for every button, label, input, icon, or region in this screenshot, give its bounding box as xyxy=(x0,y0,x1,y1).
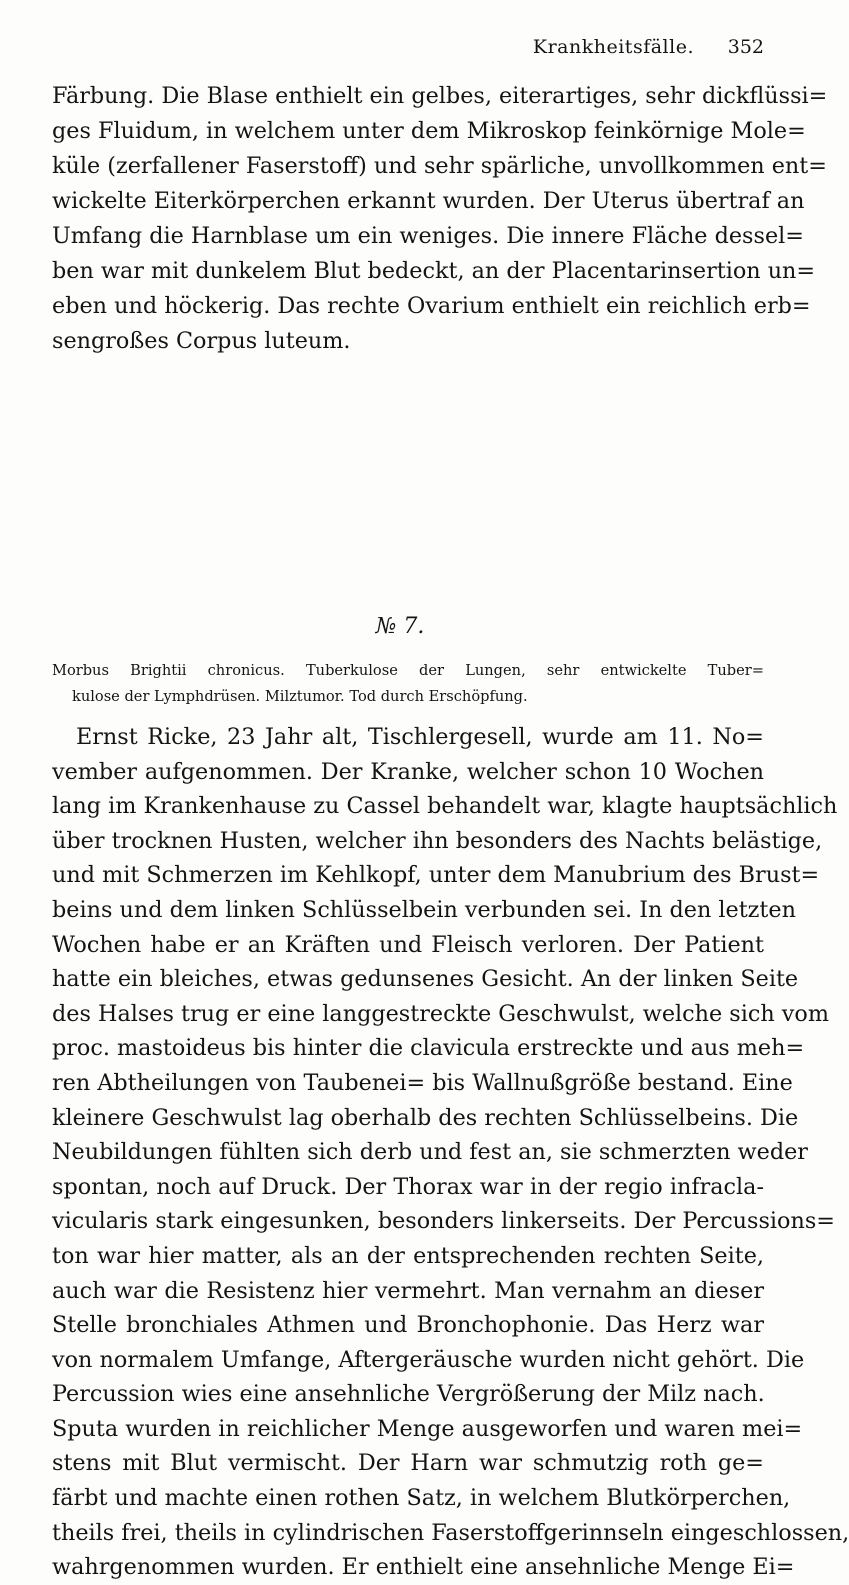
text-line: Neubildungen fühlten sich derb und fest an, sie schmerzten weder xyxy=(52,1139,808,1166)
page-number: 352 xyxy=(727,36,764,58)
text-line: Umfang die Harnblase um ein weniges. Die innere Fläche dessel= xyxy=(52,223,804,249)
page-header xyxy=(52,36,764,70)
text-line: Färbung. Die Blase enthielt ein gelbes, eiterartiges, sehr dickflüssi= xyxy=(52,83,828,109)
text-line: Ernst Ricke, 23 Jahr alt, Tischlergesell, wurde am 11. No= xyxy=(76,724,764,750)
text-line: beins und dem linken Schlüsselbein verbunden sei. In den letzten xyxy=(52,896,796,923)
text-line: auch war die Resistenz hier vermehrt. Man vernahm an dieser xyxy=(52,1277,764,1304)
text-line: ren Abtheilungen von Taubenei= bis Wallnußgröße bestand. Eine xyxy=(52,1069,793,1096)
text-line: lang im Krankenhause zu Cassel behandelt war, klagte hauptsächlich xyxy=(52,793,838,820)
text-line: von normalem Umfange, Aftergeräusche wurden nicht gehört. Die xyxy=(52,1346,805,1373)
paragraph-continuation xyxy=(52,79,828,359)
text-line: Stelle bronchiales Athmen und Bronchophonie. Das Herz war xyxy=(52,1312,764,1339)
diagnosis-line: Morbus Brightii chronicus. Tuberkulose der Lungen, sehr entwickelte Tuber= xyxy=(52,662,764,679)
text-line: Wochen habe er an Kräften und Fleisch verloren. Der Patient xyxy=(52,931,764,958)
text-line: theils frei, theils in cylindrischen Faserstoffgerinnseln eingeschlossen, xyxy=(52,1519,849,1546)
text-line: Percussion wies eine ansehnliche Vergrößerung der Milz nach. xyxy=(52,1381,765,1408)
text-line: sengroßes Corpus luteum. xyxy=(52,328,351,354)
text-line: wickelte Eiterkörperchen erkannt wurden. Der Uterus übertraf an xyxy=(52,188,805,214)
diagnosis-line: kulose der Lymphdrüsen. Milztumor. Tod durch Erschöpfung. xyxy=(72,688,528,705)
text-line: spontan, noch auf Druck. Der Thorax war in der regio infracla- xyxy=(52,1173,764,1200)
diagnosis-summary xyxy=(52,658,764,710)
text-line: wahrgenommen wurden. Er enthielt eine ansehnliche Menge Ei= xyxy=(52,1554,795,1581)
text-line: stens mit Blut vermischt. Der Harn war schmutzig roth ge= xyxy=(52,1450,764,1477)
text-line: ton war hier matter, als an der entsprechenden rechten Seite, xyxy=(52,1242,764,1269)
text-line: über trocknen Husten, welcher ihn besonders des Nachts belästige, xyxy=(52,827,823,854)
text-line: hatte ein bleiches, etwas gedunsenes Gesicht. An der linken Seite xyxy=(52,966,799,993)
text-line: proc. mastoideus bis hinter die clavicula erstreckte und aus meh= xyxy=(52,1035,805,1062)
text-line: ges Fluidum, in welchem unter dem Mikroskop feinkörnige Mole= xyxy=(52,118,806,144)
text-line: Sputa wurden in reichlicher Menge ausgeworfen und waren mei= xyxy=(52,1415,803,1442)
text-line: kleinere Geschwulst lag oberhalb des rechten Schlüsselbeins. Die xyxy=(52,1104,799,1131)
text-line: ben war mit dunkelem Blut bedeckt, an der Placentarinsertion un= xyxy=(52,258,816,284)
running-head: Krankheitsfälle. xyxy=(532,36,694,58)
text-line: färbt und machte einen rothen Satz, in welchem Blutkörperchen, xyxy=(52,1485,791,1512)
text-line: vember aufgenommen. Der Kranke, welcher schon 10 Wochen xyxy=(52,758,764,785)
case-number: № 7. xyxy=(375,614,425,639)
text-line: küle (zerfallener Faserstoff) und sehr spärliche, unvollkommen ent= xyxy=(52,153,827,179)
case-report-paragraph xyxy=(52,720,849,1585)
text-line: vicularis stark eingesunken, besonders linkerseits. Der Percussions= xyxy=(52,1208,835,1235)
text-line: und mit Schmerzen im Kehlkopf, unter dem Manubrium des Brust= xyxy=(52,862,820,889)
text-line: des Halses trug er eine langgestreckte Geschwulst, welche sich vom xyxy=(52,1000,829,1027)
text-line: eben und höckerig. Das rechte Ovarium enthielt ein reichlich erb= xyxy=(52,293,811,319)
